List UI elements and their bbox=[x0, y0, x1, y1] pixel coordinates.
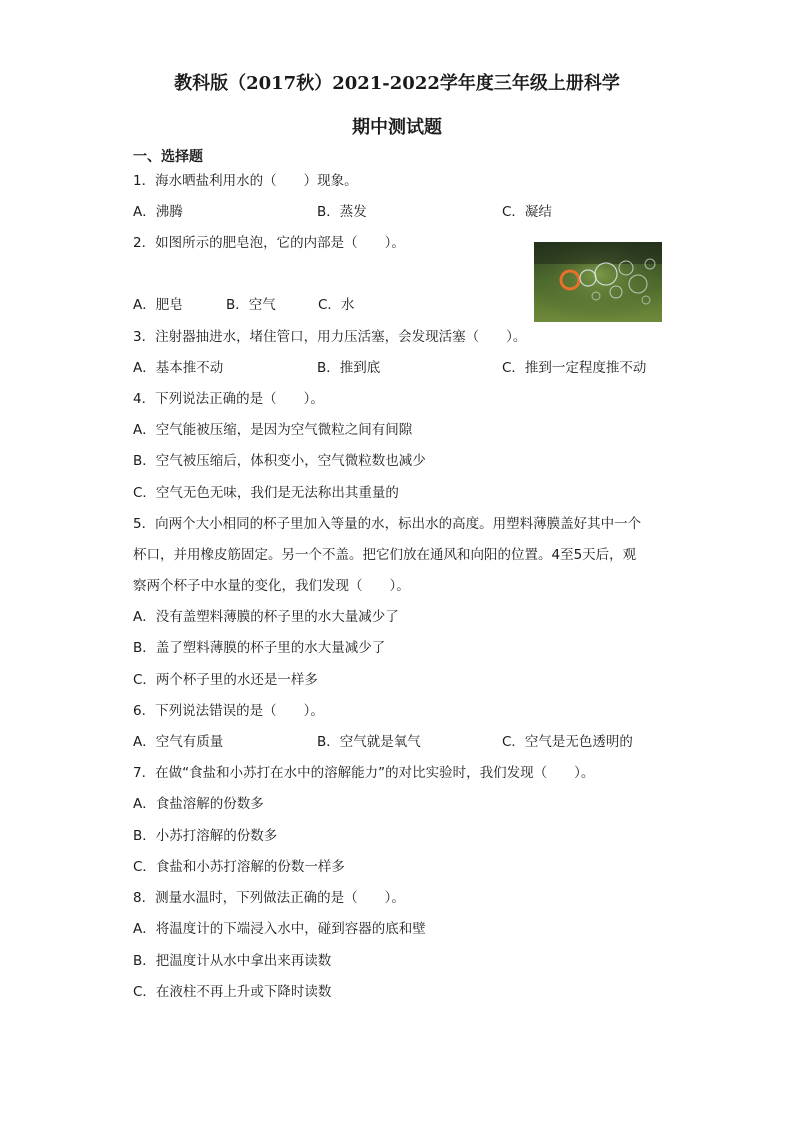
question-6-option-c: C．空气是无色透明的 bbox=[502, 734, 633, 750]
question-8-stem: 8．测量水温时，下列做法正确的是（ ）。 bbox=[133, 890, 405, 906]
question-5-stem-line-1: 5．向两个大小相同的杯子里加入等量的水，标出水的高度。用塑料薄膜盖好其中一个 bbox=[133, 516, 642, 532]
question-3-option-a: A．基本推不动 bbox=[133, 360, 224, 376]
question-2-stem: 2．如图所示的肥皂泡，它的内部是（ ）。 bbox=[133, 235, 405, 251]
question-7-option-a: A．食盐溶解的份数多 bbox=[133, 796, 264, 812]
question-4-option-b: B．空气被压缩后，体积变小，空气微粒数也减少 bbox=[133, 453, 426, 469]
question-5-option-a: A．没有盖塑料薄膜的杯子里的水大量减少了 bbox=[133, 609, 399, 625]
question-6-option-a: A．空气有质量 bbox=[133, 734, 224, 750]
exam-subtitle: 期中测试题 bbox=[352, 117, 442, 138]
section-heading-choice: 一、选择题 bbox=[133, 149, 203, 165]
question-2-option-c: C．水 bbox=[318, 297, 355, 313]
question-7-stem: 7．在做“食盐和小苏打在水中的溶解能力”的对比实验时，我们发现（ ）。 bbox=[133, 765, 595, 781]
question-6-option-b: B．空气就是氧气 bbox=[317, 734, 421, 750]
question-1-option-c: C．凝结 bbox=[502, 204, 552, 220]
question-2-option-b: B．空气 bbox=[226, 297, 276, 313]
soap-bubble-image bbox=[534, 242, 662, 322]
question-1-option-b: B．蒸发 bbox=[317, 204, 367, 220]
question-3-option-c: C．推到一定程度推不动 bbox=[502, 360, 647, 376]
question-8-option-a: A．将温度计的下端浸入水中，碰到容器的底和壁 bbox=[133, 921, 426, 937]
question-4-option-c: C．空气无色无味，我们是无法称出其重量的 bbox=[133, 485, 399, 501]
question-3-option-b: B．推到底 bbox=[317, 360, 381, 376]
question-1-stem: 1．海水晒盐利用水的（ ）现象。 bbox=[133, 173, 358, 189]
question-2-option-a: A．肥皂 bbox=[133, 297, 183, 313]
question-5-option-b: B．盖了塑料薄膜的杯子里的水大量减少了 bbox=[133, 640, 386, 656]
question-6-stem: 6．下列说法错误的是（ ）。 bbox=[133, 703, 324, 719]
question-5-stem-line-2: 杯口，并用橡皮筋固定。另一个不盖。把它们放在通风和向阳的位置。4至5天后，观 bbox=[133, 547, 637, 563]
question-4-stem: 4．下列说法正确的是（ ）。 bbox=[133, 391, 324, 407]
question-7-option-c: C．食盐和小苏打溶解的份数一样多 bbox=[133, 859, 345, 875]
soap-bubble-photo bbox=[534, 242, 662, 322]
question-5-stem-line-3: 察两个杯子中水量的变化，我们发现（ ）。 bbox=[133, 578, 410, 594]
question-5-option-c: C．两个杯子里的水还是一样多 bbox=[133, 672, 318, 688]
question-3-stem: 3．注射器抽进水，堵住管口，用力压活塞，会发现活塞（ ）。 bbox=[133, 329, 527, 345]
question-4-option-a: A．空气能被压缩，是因为空气微粒之间有间隙 bbox=[133, 422, 413, 438]
question-8-option-c: C．在液柱不再上升或下降时读数 bbox=[133, 984, 332, 1000]
exam-title: 教科版（2017秋）2021-2022学年度三年级上册科学 bbox=[174, 73, 620, 94]
question-1-option-a: A．沸腾 bbox=[133, 204, 183, 220]
question-7-option-b: B．小苏打溶解的份数多 bbox=[133, 828, 278, 844]
question-8-option-b: B．把温度计从水中拿出来再读数 bbox=[133, 953, 332, 969]
